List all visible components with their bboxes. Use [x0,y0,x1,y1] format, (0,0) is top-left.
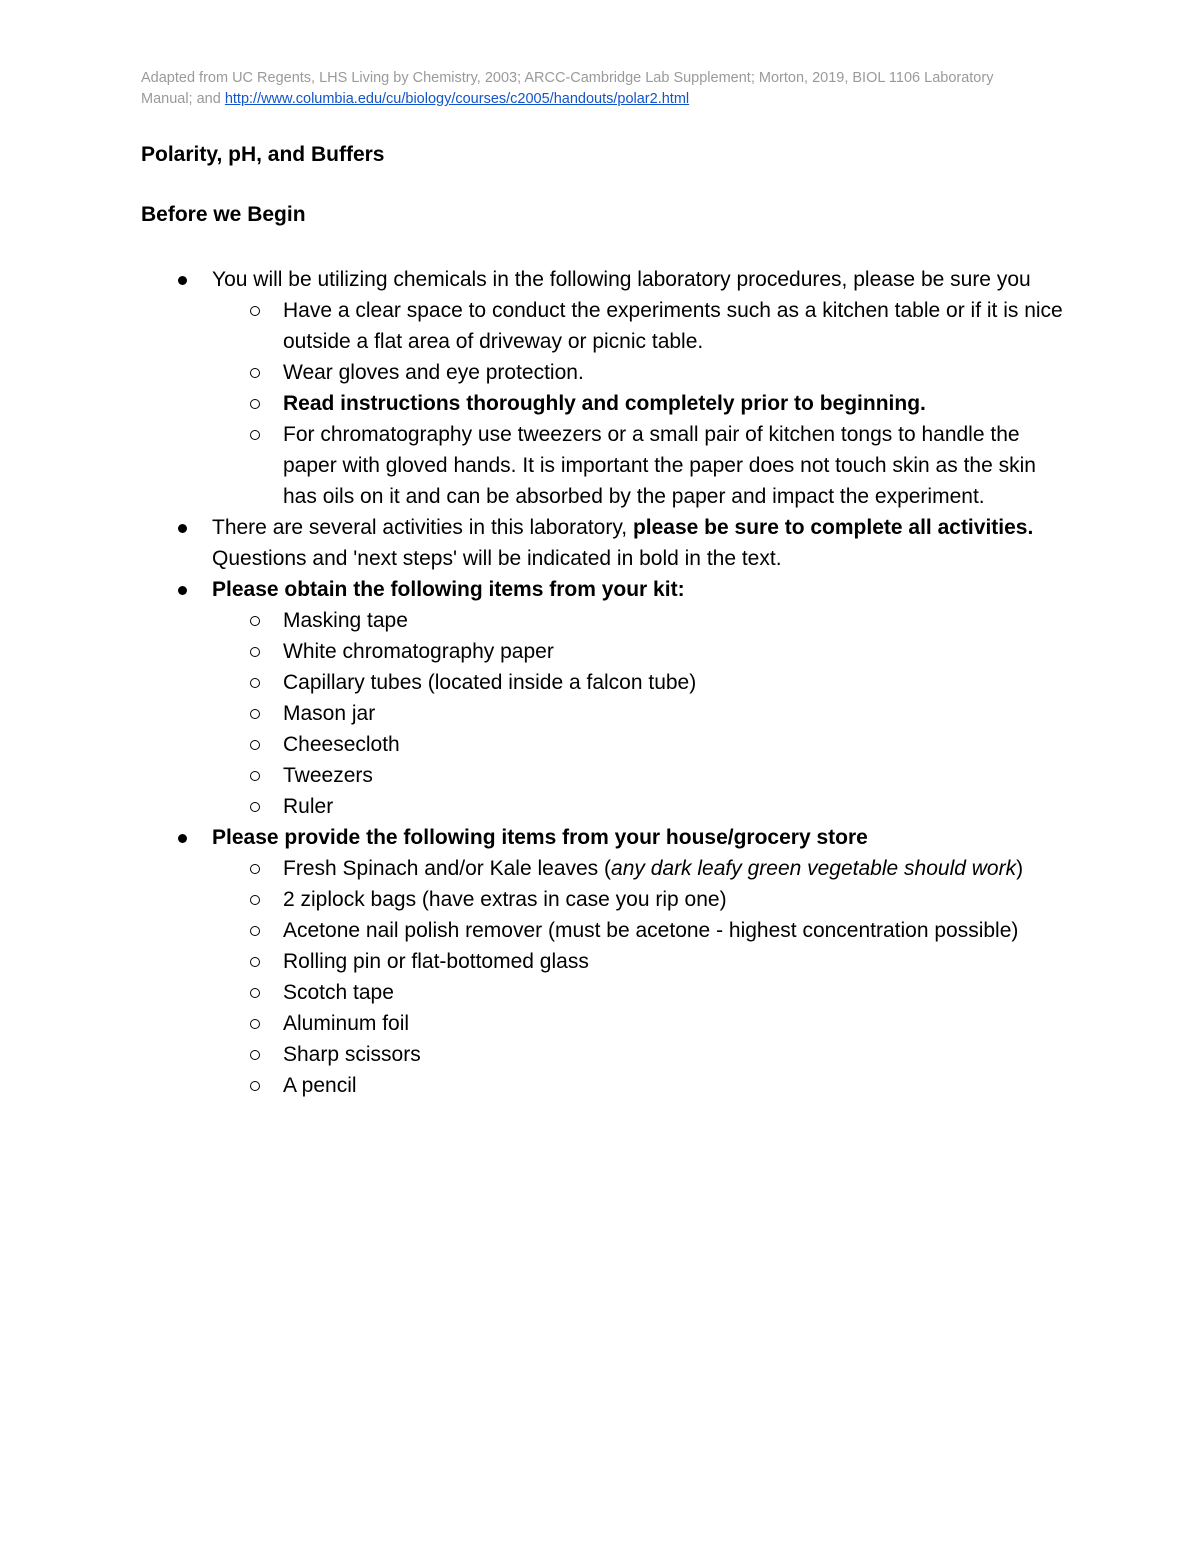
sublist-item-italic-text: any dark leafy green vegetable should work [611,857,1017,880]
list-item [141,822,1071,1101]
circle-bullet-icon [250,926,260,936]
sublist-item-text: Mason jar [283,702,376,725]
sublist-item [212,853,1071,884]
kit-items-list [212,605,1071,822]
sublist-item [212,760,1071,791]
circle-bullet-icon [250,430,260,440]
reference-link[interactable]: http://www.columbia.edu/cu/biology/courses/c2005/handouts/polar2.html [224,91,690,107]
sublist-item [212,946,1071,977]
bullet-icon [178,524,187,533]
sublist-item [212,667,1071,698]
circle-bullet-icon [250,957,260,967]
sublist [212,295,1071,512]
attribution-text: Adapted from UC Regents, LHS Living by Chemistry, 2003; ARCC-Cambridge Lab Supplement; Morton, 2019, BIOL 1106 Laboratory Manual; and [141,70,994,107]
sublist-item [212,791,1071,822]
list-item-text: Questions and 'next steps' will be indicated in bold in the text. [212,547,782,570]
sublist-item [212,1039,1071,1070]
list-item-text: There are several activities in this laboratory, [212,516,633,539]
sublist-item [212,1008,1071,1039]
circle-bullet-icon [250,678,260,688]
sublist-item [212,357,1071,388]
sublist-item-text: For chromatography use tweezers or a small pair of kitchen tongs to handle the paper with gloved hands. It is important the paper does not touch skin as the skin has oils on it and can be absorbed by the paper and impact the experiment. [283,423,1036,508]
circle-bullet-icon [250,1050,260,1060]
section-heading: Before we Begin [141,203,306,226]
sublist-item [212,605,1071,636]
sublist-item-text: Wear gloves and eye protection. [283,361,584,384]
circle-bullet-icon [250,1081,260,1091]
sublist-item-text: Scotch tape [283,981,394,1004]
circle-bullet-icon [250,802,260,812]
instruction-list [141,264,1071,1101]
attribution-header [141,68,1041,110]
list-item [141,264,1071,512]
circle-bullet-icon [250,864,260,874]
sublist-item-text: White chromatography paper [283,640,554,663]
sublist-item-text: Have a clear space to conduct the experiments such as a kitchen table or if it is nice outside a flat area of driveway or picnic table. [283,299,1063,353]
sublist-item [212,729,1071,760]
circle-bullet-icon [250,368,260,378]
sublist-item-text: Rolling pin or flat-bottomed glass [283,950,589,973]
sublist-item-text: Ruler [283,795,334,818]
list-item-text: Please provide the following items from your house/grocery store [212,826,868,849]
bullet-icon [178,276,187,285]
sublist-item-text: ) [1016,857,1024,880]
sublist-item [212,636,1071,667]
bullet-icon [178,834,187,843]
sublist-item-text: 2 ziplock bags (have extras in case you rip one) [283,888,727,911]
sublist-item-text: Aluminum foil [283,1012,410,1035]
sublist-item [212,915,1071,946]
circle-bullet-icon [250,399,260,409]
circle-bullet-icon [250,616,260,626]
sublist-item [212,977,1071,1008]
sublist-item-text: Tweezers [283,764,373,787]
sublist-item [212,698,1071,729]
list-item-bold-text: please be sure to complete all activities. [632,516,1034,539]
circle-bullet-icon [250,306,260,316]
bullet-icon [178,586,187,595]
sublist-item-text: Cheesecloth [283,733,400,756]
circle-bullet-icon [250,647,260,657]
circle-bullet-icon [250,1019,260,1029]
sublist-item-text: A pencil [283,1074,357,1097]
sublist-item-text: Fresh Spinach and/or Kale leaves ( [283,857,612,880]
sublist-item [212,419,1071,512]
document-title: Polarity, pH, and Buffers [141,143,385,166]
sublist-item-text: Read instructions thoroughly and completely prior to beginning. [283,392,926,415]
sublist-item-text: Capillary tubes (located inside a falcon tube) [283,671,697,694]
list-item [141,574,1071,822]
sublist-item [212,1070,1071,1101]
sublist-item [212,388,1071,419]
circle-bullet-icon [250,895,260,905]
list-item-text: Please obtain the following items from your kit: [212,578,685,601]
list-item [141,512,1071,574]
circle-bullet-icon [250,988,260,998]
circle-bullet-icon [250,740,260,750]
sublist-item [212,295,1071,357]
sublist-item-text: Sharp scissors [283,1043,421,1066]
sublist-item-text: Acetone nail polish remover (must be acetone - highest concentration possible) [283,919,1019,942]
circle-bullet-icon [250,709,260,719]
sublist-item [212,884,1071,915]
circle-bullet-icon [250,771,260,781]
household-items-list [212,853,1071,1101]
list-item-text: You will be utilizing chemicals in the following laboratory procedures, please be sure you [212,268,1031,291]
sublist-item-text: Masking tape [283,609,408,632]
